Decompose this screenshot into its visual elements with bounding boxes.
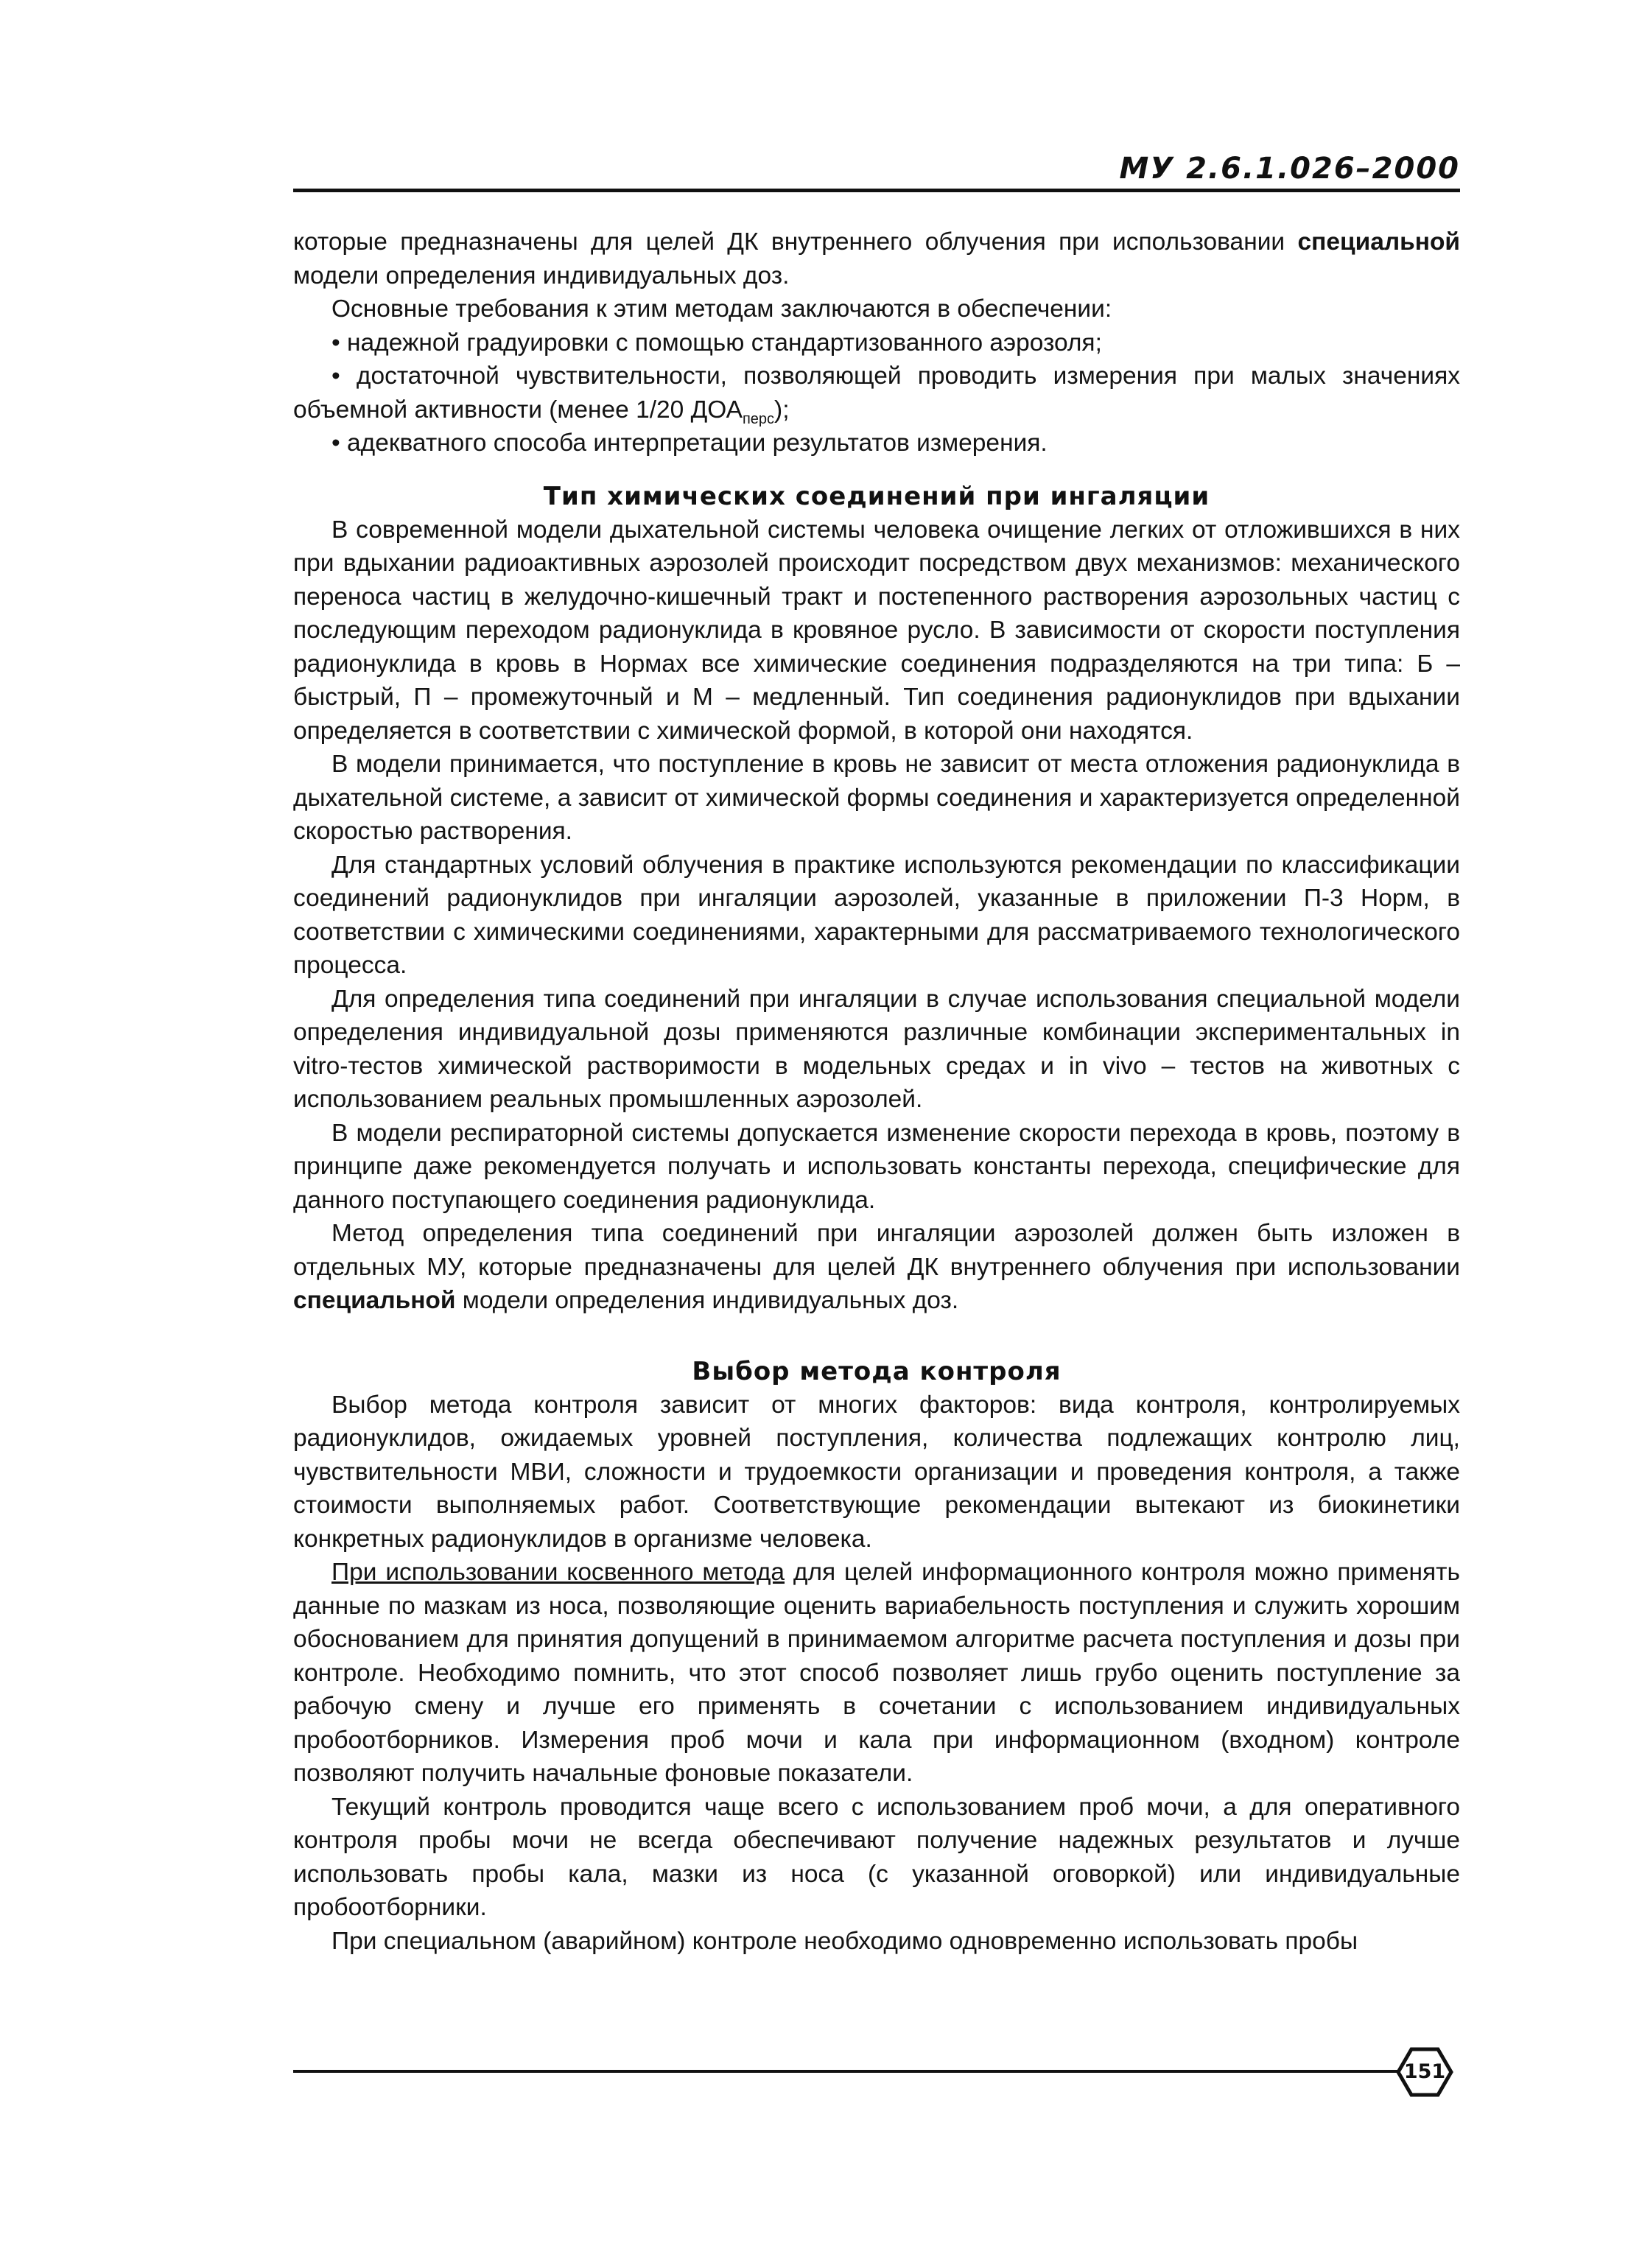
emphasis-text: специальной [293, 1287, 456, 1314]
underlined-text: При использовании косвенного метода [331, 1559, 785, 1586]
bullet-text: • достаточной чувствительности, позволяющей проводить измерения при малых значениях объемной активности (менее 1/20 ДОА [293, 362, 1460, 424]
paragraph [293, 1217, 1460, 1318]
document-code: МУ 2.6.1.026–2000 [1119, 152, 1460, 186]
paragraph: В современной модели дыхательной системы человека очищение легких от отложившихся в них при вдыхании радиоактивных аэрозолей происходит посредством двух механизмов: механического переноса частиц в желудочно-кишечный тракт и постепенного растворения аэрозольных частиц с последующим переходом радионуклида в кровяное русло. В зависимости от скорости поступления радионуклида в кровь в Нормах все химические соединения подразделяются на три типа: Б – быстрый, П – промежуточный и М – медленный. Тип соединения радионуклидов при вдыхании определяется в соответствии с химической формой, в которой они находятся. [293, 516, 1460, 745]
paragraph-text: модели определения индивидуальных доз. [293, 261, 790, 289]
header-rule [293, 189, 1460, 192]
emphasis-text: специальной [1297, 228, 1460, 256]
paragraph-text: для целей информационного контроля можно применять данные по мазкам из носа, позволяющие оценить вариабельность поступления и служить хорошим обоснованием для принятия допущений в принимаемом алгоритме расчета поступления и дозы при контроле. Необходимо помнить, что этот способ позволяет лишь грубо оценить поступление за рабочую смену и лучше его применять в сочетании с использованием индивидуальных пробоотборников. Измерения проб мочи и кала при информационном (входном) контроле позволяют получить начальные фоновые показатели. [293, 1559, 1460, 1787]
bullet-item-calibration: • надежной градуировки с помощью стандартизованного аэрозоля; [331, 329, 1102, 357]
paragraph-text: Метод определения типа соединений при ингаляции аэрозолей должен быть изложен в отдельных МУ, которые предназначены для целей ДК внутреннего облучения при использовании [293, 1220, 1460, 1281]
paragraph-text: модели определения индивидуальных доз. [455, 1287, 959, 1314]
paragraph-text: которые предназначены для целей ДК внутреннего облучения при использовании [293, 228, 1298, 256]
bullet-item-sensitivity [293, 359, 1460, 426]
paragraph: В модели принимается, что поступление в кровь не зависит от места отложения радионуклида в дыхательной системе, а зависит от химической формы соединения и характеризуется определенной скоростью растворения. [293, 751, 1460, 845]
subscript-text: перс [742, 410, 775, 427]
section-heading-control-method: Выбор метода контроля [692, 1356, 1062, 1386]
paragraph: Для стандартных условий облучения в практике используются рекомендации по классификации соединений радионуклидов при ингаляции аэрозолей, указанные в приложении П-3 Норм, в соответствии с химическими соединениями, характерными для рассматриваемого технологического процесса. [293, 851, 1460, 979]
footer-rule [293, 2070, 1403, 2073]
paragraph: Текущий контроль проводится чаще всего с использованием проб мочи, а для оперативного контроля пробы мочи не всегда обеспечивают получение надежных результатов и лучше использовать пробы кала, мазки из носа (с указанной оговоркой) или индивидуальные пробоотборники. [293, 1793, 1460, 1921]
paragraph: При специальном (аварийном) контроле необходимо одновременно использовать пробы [331, 1927, 1358, 1955]
page-content [293, 225, 1460, 1958]
section-heading-chemical-types: Тип химических соединений при ингаляции [543, 481, 1210, 511]
paragraph [293, 1556, 1460, 1791]
paragraph: В модели респираторной системы допускается изменение скорости перехода в кровь, поэтому в принципе даже рекомендуется получать и использовать константы перехода, специфические для данного поступающего соединения радионуклида. [293, 1119, 1460, 1214]
page-number: 151 [1403, 2060, 1446, 2083]
bullet-text: ); [774, 396, 790, 424]
paragraph-continued [293, 225, 1460, 292]
bullet-item-interpretation: • адекватного способа интерпретации результатов измерения. [331, 429, 1048, 457]
paragraph: Для определения типа соединений при ингаляции в случае использования специальной модели определения индивидуальной дозы применяются различные комбинации экспериментальных in vitro-тестов химической растворимости в модельных средах и in vivo – тестов на животных с использованием реальных промышленных аэрозолей. [293, 985, 1460, 1113]
paragraph: Выбор метода контроля зависит от многих факторов: вида контроля, контролируемых радионуклидов, ожидаемых уровней поступления, количества подлежащих контролю лиц, чувствительности МВИ, сложности и трудоемкости организации и проведения контроля, а также стоимости выполняемых работ. Соответствующие рекомендации вытекают из биокинетики конкретных радионуклидов в организме человека. [293, 1391, 1460, 1553]
requirements-intro: Основные требования к этим методам заключаются в обеспечении: [331, 295, 1112, 323]
